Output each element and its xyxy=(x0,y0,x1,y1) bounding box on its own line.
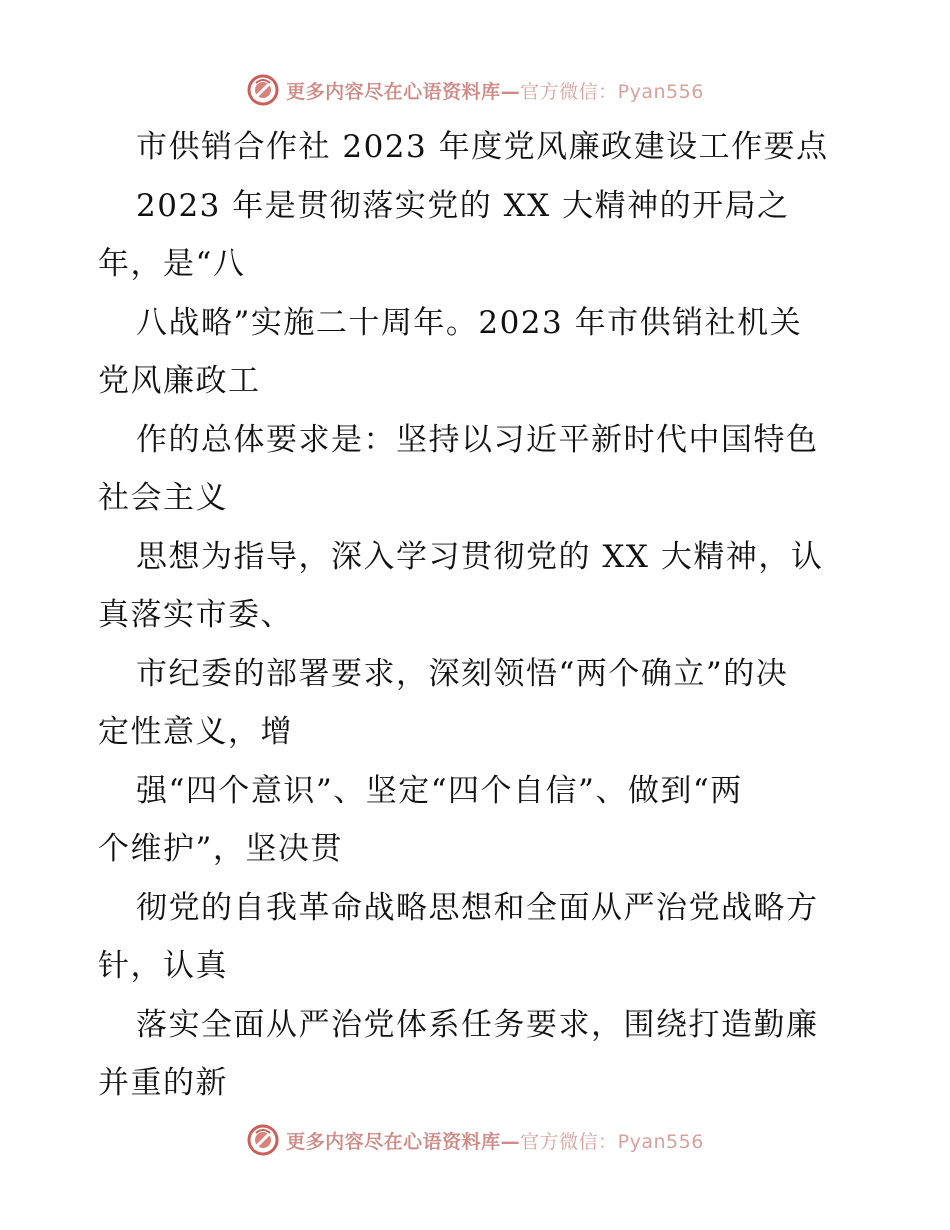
banner-wechat: 官方微信：Pyan556 xyxy=(520,80,704,103)
banner-text: 更多内容尽在心语资料库—官方微信：Pyan556 xyxy=(286,1130,704,1153)
paragraph-line: 彻党的自我革命战略思想和全面从严治党战略方 xyxy=(136,889,819,926)
paragraph-line: 年，是“八 xyxy=(98,246,246,282)
paragraph-line: 八战略”实施二十周年。2023 年市供销社机关 xyxy=(136,304,803,341)
document-title: 市供销合作社 2023 年度党风廉政建设工作要点 xyxy=(136,129,829,165)
paragraph-line: 落实全面从严治党体系任务要求，围绕打造勤廉 xyxy=(136,1006,819,1043)
paragraph-line: 作的总体要求是：坚持以习近平新时代中国特色 xyxy=(136,421,819,458)
paragraph-line: 思想为指导，深入学习贯彻党的 XX 大精神，认 xyxy=(136,538,824,575)
header-banner xyxy=(0,70,950,110)
document-body xyxy=(98,118,858,1113)
banner-wechat: 官方微信：Pyan556 xyxy=(520,1130,704,1153)
paragraph-line: 真落实市委、 xyxy=(98,597,293,633)
footer-banner xyxy=(0,1120,950,1160)
paragraph-line: 社会主义 xyxy=(98,480,228,516)
paragraph-line: 并重的新 xyxy=(98,1065,228,1101)
paragraph-line: 2023 年是贯彻落实党的 XX 大精神的开局之 xyxy=(136,187,790,224)
banner-text: 更多内容尽在心语资料库—官方微信：Pyan556 xyxy=(286,80,704,103)
seal-logo-icon xyxy=(246,1123,280,1157)
paragraph-line: 定性意义，增 xyxy=(98,714,293,750)
paragraph-line: 党风廉政工 xyxy=(98,363,261,399)
paragraph-line: 强“四个意识”、坚定“四个自信”、做到“两 xyxy=(136,772,743,809)
seal-logo-icon xyxy=(246,73,280,107)
paragraph-line: 个维护”，坚决贯 xyxy=(98,831,343,867)
paragraph-line: 针，认真 xyxy=(98,948,228,984)
paragraph-line: 市纪委的部署要求，深刻领悟“两个确立”的决 xyxy=(136,655,789,692)
